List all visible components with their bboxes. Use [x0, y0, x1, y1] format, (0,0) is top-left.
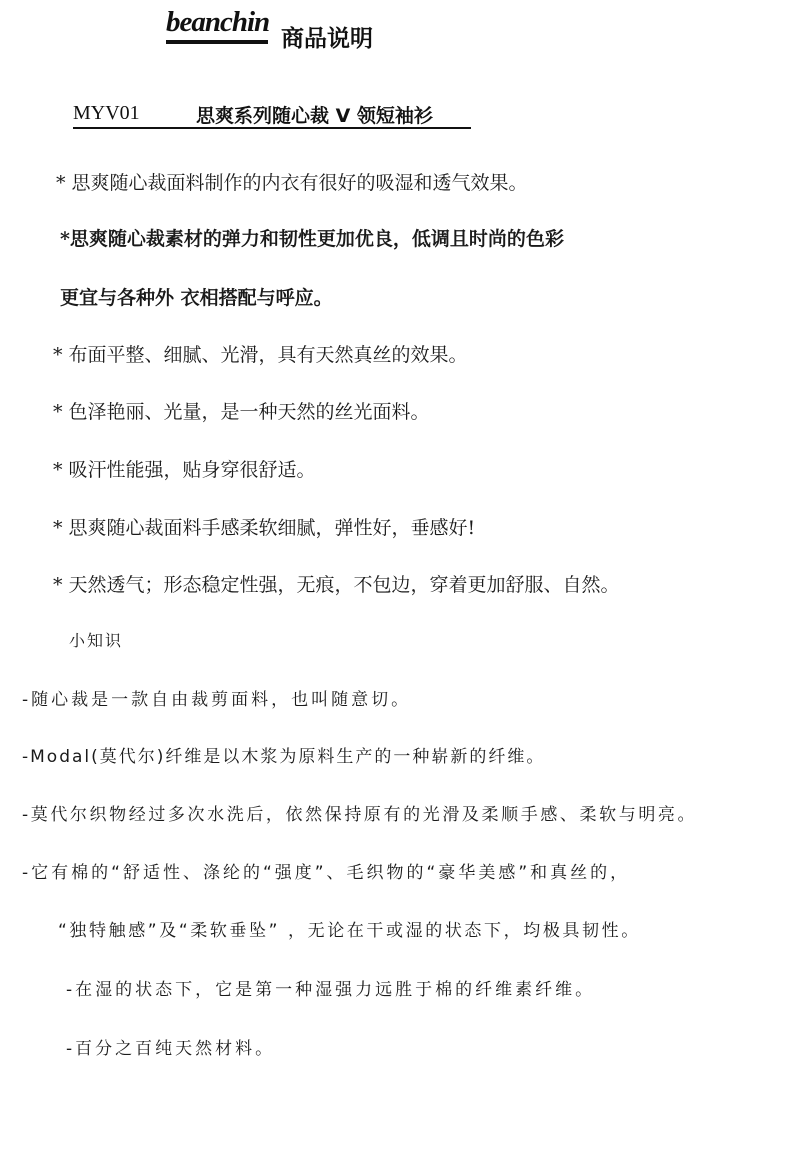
feature-item: * 吸汗性能强，贴身穿很舒适。	[53, 459, 316, 481]
brand-logo-underline	[166, 40, 268, 44]
product-name: 思爽系列随心裁 V 领短袖衫	[196, 105, 433, 127]
product-code: MYV01	[73, 102, 140, 124]
knowledge-line: -它有棉的“舒适性、涤纶的“强度”、毛织物的“豪华美感”和真丝的，	[22, 863, 631, 883]
feature-item: *思爽随心裁素材的弹力和韧性更加优良，低调且时尚的色彩	[60, 228, 564, 250]
knowledge-line: -Modal(莫代尔)纤维是以木浆为原料生产的一种崭新的纤维。	[22, 747, 546, 767]
page-title: 商品说明	[281, 26, 373, 52]
knowledge-line: -莫代尔织物经过多次水洗后，依然保持原有的光滑及柔顺手感、柔软与明亮。	[22, 805, 698, 825]
product-title-underline	[73, 127, 471, 129]
knowledge-line: -随心裁是一款自由裁剪面料，也叫随意切。	[22, 690, 412, 710]
feature-item: * 思爽随心裁面料手感柔软细腻，弹性好，垂感好!	[53, 517, 476, 539]
knowledge-line-continued: “独特触感”及“柔软垂坠” ，无论在干或湿的状态下，均极具韧性。	[58, 921, 641, 941]
feature-item: * 思爽随心裁面料制作的内衣有很好的吸湿和透气效果。	[56, 172, 528, 194]
knowledge-line: -在湿的状态下，它是第一种湿强力远胜于棉的纤维素纤维。	[66, 980, 596, 1000]
brand-logo	[166, 6, 268, 46]
feature-item-continued: 更宜与各种外 衣相搭配与呼应。	[60, 287, 333, 309]
knowledge-heading: 小知识	[69, 631, 124, 650]
knowledge-line: -百分之百纯天然材料。	[66, 1039, 276, 1059]
feature-item: * 天然透气；形态稳定性强，无痕，不包边，穿着更加舒服、自然。	[53, 574, 620, 596]
feature-item: * 布面平整、细腻、光滑，具有天然真丝的效果。	[53, 344, 468, 366]
feature-item: * 色泽艳丽、光量，是一种天然的丝光面料。	[53, 401, 430, 423]
brand-logo-text: beanchin	[166, 6, 270, 38]
